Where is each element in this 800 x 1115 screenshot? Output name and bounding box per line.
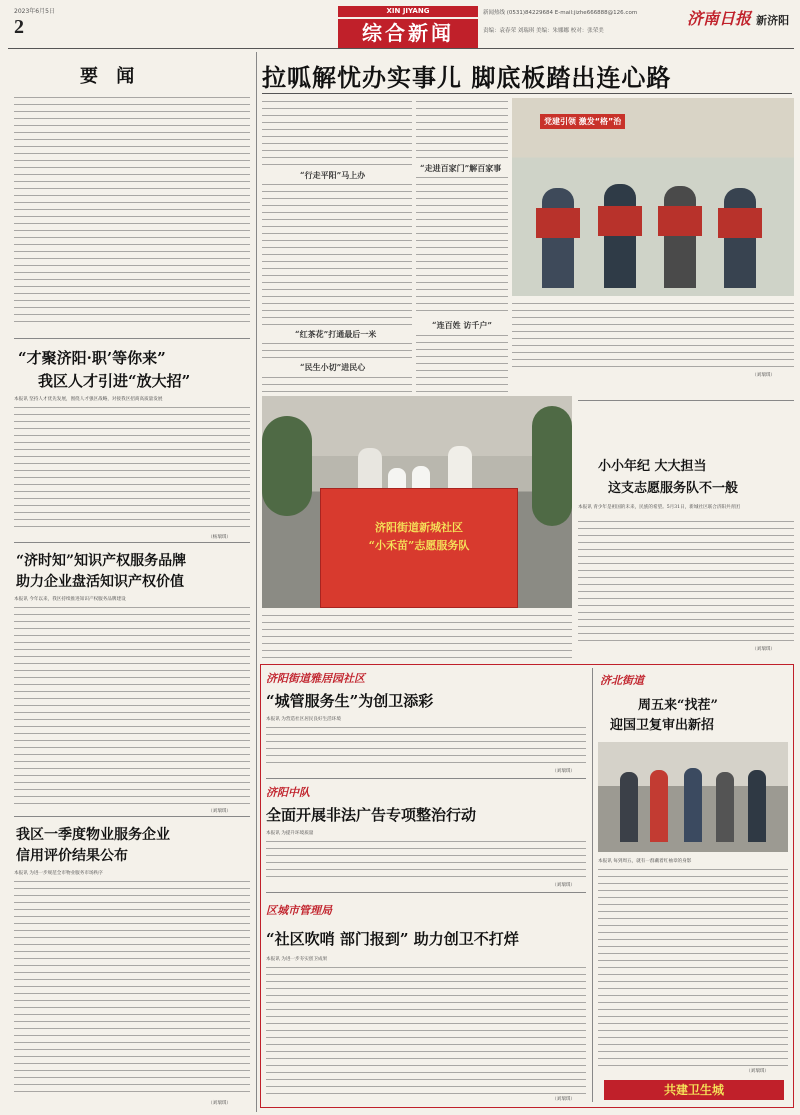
ya-headline: “城管服务生”为创卫添彩: [266, 692, 434, 710]
header-date: 2023年6月5日: [14, 8, 55, 15]
qu-byline: （刘瑞琪）: [552, 1097, 575, 1102]
photo-cert-3: [658, 206, 702, 236]
right-text: [578, 518, 794, 644]
news-hotline: 新闻热线 (0531)84229684 E-mail:jizhe666888@126.com: [483, 10, 638, 16]
rule-3: [14, 816, 250, 817]
property-text: [14, 878, 250, 1098]
jb-kicker: 济北街道: [600, 674, 644, 687]
rule-qu: [266, 892, 586, 893]
rule-2: [14, 542, 250, 543]
main-headline-rule: [262, 93, 792, 94]
property-headline-2: 信用评价结果公布: [16, 848, 128, 864]
photo-cert-4: [718, 208, 762, 238]
main-col2-text-a: [416, 98, 508, 158]
jb-rule: [592, 668, 593, 1102]
ya-text: [266, 724, 586, 766]
main-col1-text-a: [262, 98, 412, 166]
left-column-rule: [256, 52, 257, 1112]
zd-headline: 全面开展非法广告专项整治行动: [266, 806, 477, 824]
qu-kicker: 区城市管理局: [266, 904, 332, 917]
ip-text: [14, 604, 250, 804]
right-headline-2: 这支志愿服务队不一般: [608, 481, 739, 496]
photo-insp-4: [716, 772, 734, 842]
section-title: 综合新闻: [338, 19, 478, 48]
property-headline-1: 我区一季度物业服务企业: [16, 827, 170, 843]
photo-volunteers: [262, 396, 572, 608]
right-headline-1: 小小年纪 大大担当: [598, 459, 707, 474]
photo-person-2: [604, 184, 636, 288]
rule-1: [14, 338, 250, 339]
zd-byline: （刘瑞琪）: [552, 883, 575, 888]
photo-insp-1: [620, 772, 638, 842]
page-number: 2: [14, 16, 24, 38]
photo-insp-3: [684, 768, 702, 842]
main-subhead-4: “民生小切”进民心: [300, 362, 366, 372]
yaowen-title: 要 闻: [80, 66, 141, 87]
photo-person-3: [664, 186, 696, 288]
zd-text: [266, 838, 586, 880]
ya-lead: 本报讯 为营造社区居民良好生活环境: [266, 717, 341, 722]
photo-insp-2: [650, 770, 668, 842]
ip-byline: （刘瑞琪）: [208, 809, 231, 814]
photo-tree-right: [532, 406, 572, 526]
main-col1-text-c: [262, 340, 412, 360]
rule-right-top: [578, 400, 794, 401]
main-headline: 拉呱解忧办实事儿 脚底板踏出连心路: [262, 63, 672, 92]
ya-kicker: 济阳街道雅居园社区: [266, 672, 365, 685]
brand-black: 新济阳: [756, 14, 790, 27]
main-col2-text-c: [416, 332, 508, 404]
photo-tree-left: [262, 416, 312, 516]
jb-text: [598, 866, 788, 1066]
tag-box: [604, 1080, 784, 1100]
qu-text: [266, 964, 586, 1094]
main-subhead-2: “走进百家门”解百家事: [420, 163, 502, 173]
jb-headline-2: 迎国卫复审出新招: [610, 718, 715, 733]
talent-lead: 本报讯 坚持人才优先发展，围绕人才强区战略，对接我区招商高质量发展: [14, 397, 163, 402]
photo-certificates: [512, 98, 794, 296]
photo-cert-1: [536, 208, 580, 238]
main-subhead-5: “连百姓 访千户”: [432, 320, 492, 330]
property-byline: （刘瑞琪）: [208, 1101, 231, 1106]
ip-lead: 本报讯 今年以来，我区持续推进知识产权服务品牌建设: [14, 597, 126, 602]
editor-credits: 责编：袁春荣 刘瑞琪 美编：朱娜娜 校对：张荣美: [483, 28, 604, 34]
jb-lead: 本报讯 每到周五，就有一群戴着红袖章的身影: [598, 859, 692, 864]
zd-kicker: 济阳中队: [266, 786, 310, 799]
main-subhead-3: “红茶花”打通最后一米: [295, 329, 377, 339]
qu-headline: “社区吹哨 部门报到” 助力创卫不打烊: [266, 930, 519, 948]
talent-byline: （杨瑞琪）: [208, 535, 231, 540]
photo-insp-5: [748, 770, 766, 842]
photo-sign: 党建引领 激发“格”治: [540, 114, 625, 129]
main-subhead-1: “行走平阳”马上办: [300, 170, 366, 180]
talent-headline-1: “才聚济阳·职’等你来”: [18, 349, 166, 367]
right-lead: 本报讯 青少年是祖国的未来，民族的希望。5月31日，新城社区联合济阳共青团: [578, 505, 740, 510]
main-byline: （刘瑞琪）: [752, 373, 775, 378]
talent-headline-2: 我区人才引进“放大招”: [38, 372, 191, 390]
ya-byline: （刘瑞琪）: [552, 769, 575, 774]
zd-lead: 本报讯 为提升环境质量: [266, 831, 314, 836]
right-byline: （刘瑞琪）: [752, 647, 775, 652]
yaowen-text: [14, 94, 250, 322]
photo-person-4: [724, 188, 756, 288]
photo-banner-text: 济阳街道新城社区 “小禾苗”志愿服务队: [368, 521, 470, 552]
header-rule: [8, 48, 794, 49]
ip-headline-2: 助力企业盘活知识产权价值: [16, 574, 184, 590]
rule-zd: [266, 778, 586, 779]
main-col1-text-b: [262, 181, 412, 326]
section-pinyin: XIN JIYANG: [338, 6, 478, 17]
jb-byline: （刘瑞琪）: [746, 1069, 769, 1074]
property-lead: 本报讯 为进一步规范全市物业服务市场秩序: [14, 871, 103, 876]
tag-label: 共建卫生城: [663, 1083, 724, 1097]
photo-inspection: [598, 742, 788, 852]
photo-cert-2: [598, 206, 642, 236]
main-col3-text: [512, 300, 794, 370]
photo-banner: [320, 488, 518, 608]
brand-logo: [687, 6, 789, 29]
section-box: [338, 6, 478, 48]
main-col2-text-b: [416, 174, 508, 314]
qu-lead: 本报讯 为进一步夯实创卫成果: [266, 957, 328, 962]
photo-person-1: [542, 188, 574, 288]
talent-text: [14, 404, 250, 532]
ip-headline-1: “济时知”知识产权服务品牌: [16, 553, 187, 569]
brand-red: 济南日报: [687, 9, 752, 28]
jb-headline-1: 周五来“找茬”: [638, 698, 718, 713]
main-col-under-photo: [262, 612, 572, 658]
